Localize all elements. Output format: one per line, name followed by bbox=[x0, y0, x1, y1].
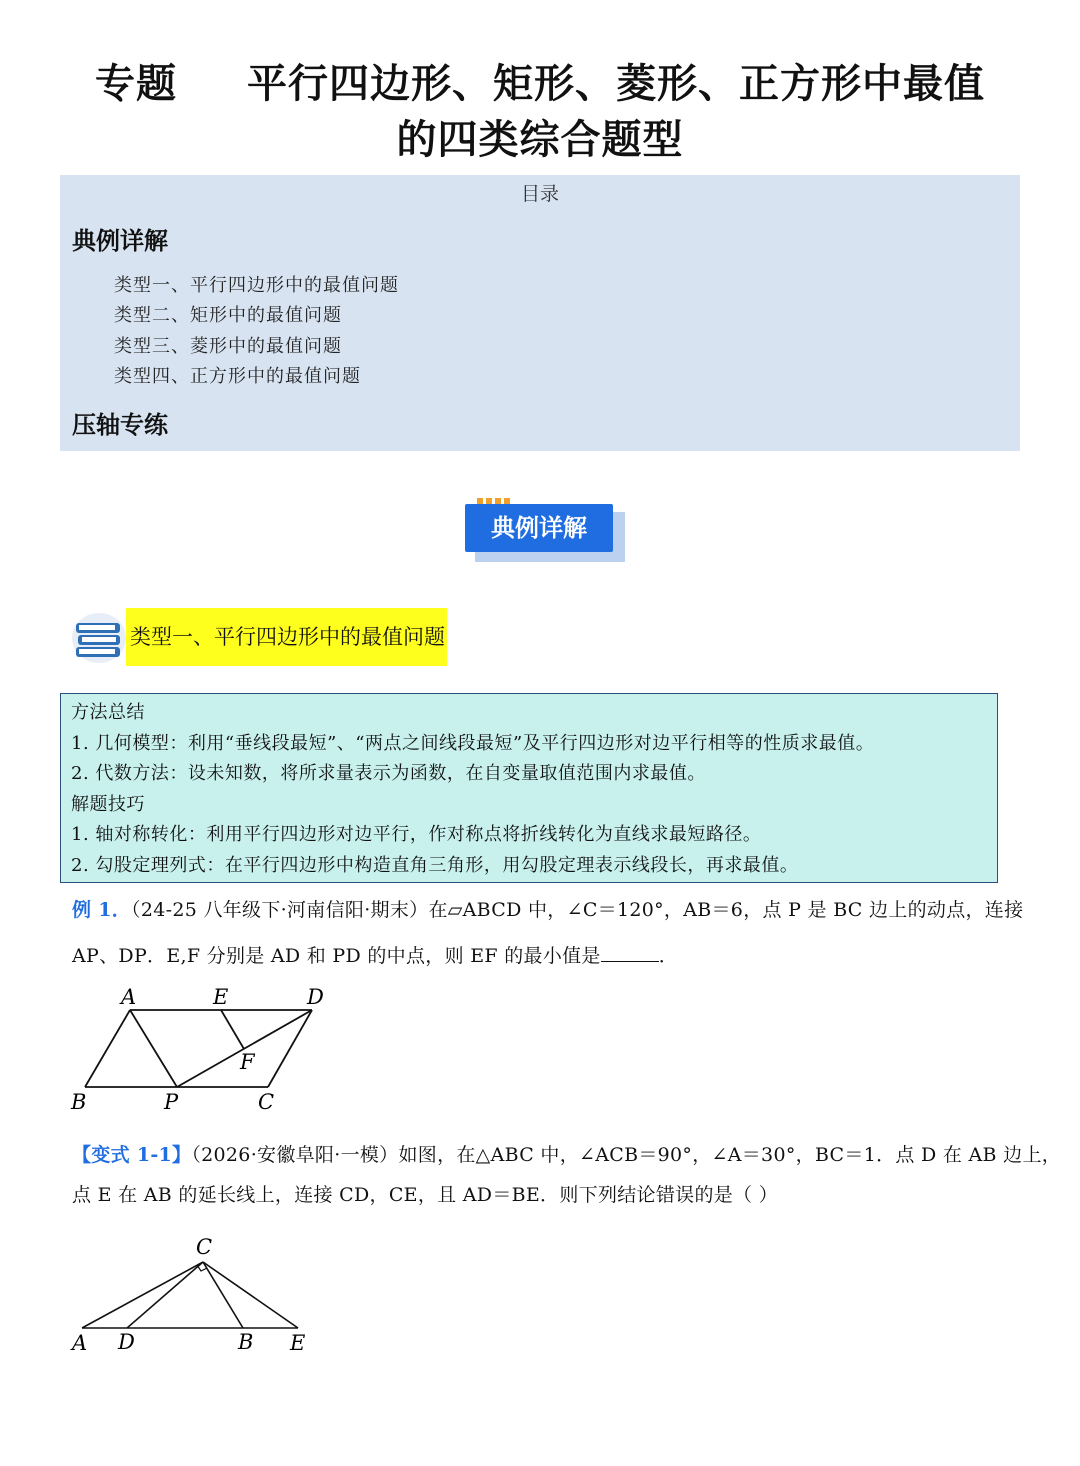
page-title bbox=[0, 56, 1080, 168]
example1-text: （24-25 八年级下·河南信阳·期末）在▱ABCD 中，∠C＝120°，AB＝6，点 P 是 BC 边上的动点，连接 bbox=[131, 899, 1024, 921]
label-D: D bbox=[307, 985, 324, 1009]
tips-heading: 解题技巧 bbox=[71, 793, 145, 815]
variant-text: （2026·安徽阜阳·一模）如图，在△ABC 中，∠ACB＝90°，∠A＝30°，BC＝1．点 D 在 AB 边上， bbox=[191, 1144, 1062, 1166]
label-C: C bbox=[258, 1090, 275, 1114]
segment-BA bbox=[85, 1010, 130, 1087]
section-badge bbox=[465, 498, 625, 562]
toc-item[interactable]: 类型三、菱形中的最值问题 bbox=[114, 336, 342, 357]
segment-AC bbox=[82, 1262, 203, 1328]
figure-triangle bbox=[60, 1230, 340, 1360]
label-A: A bbox=[121, 985, 137, 1009]
segment-AP bbox=[130, 1010, 177, 1087]
toc-item[interactable]: 类型二、矩形中的最值问题 bbox=[114, 305, 342, 326]
example1-text2: AP、DP．E,F 分别是 AD 和 PD 的中点，则 EF 的最小值是 bbox=[72, 945, 601, 967]
label-B: B bbox=[71, 1090, 87, 1114]
answer-blank[interactable] bbox=[601, 943, 659, 962]
variant1-line2 bbox=[72, 1180, 778, 1207]
method-heading: 方法总结 bbox=[71, 702, 145, 723]
label-F: F bbox=[240, 1050, 255, 1074]
method-summary-box bbox=[60, 693, 998, 883]
toc-heading: 目录 bbox=[520, 183, 559, 205]
title-main: 平行四边形、矩形、菱形、正方形中最值 bbox=[247, 61, 985, 107]
example1-period: ． bbox=[658, 945, 679, 967]
example1-label: 例 1． bbox=[72, 899, 132, 921]
example1-line1 bbox=[72, 895, 1023, 922]
variant1-line1 bbox=[72, 1140, 1061, 1167]
method-item: 1. 几何模型：利用“垂线段最短”、“两点之间线段最短”及平行四边形对边平行相等的性质求最值。 bbox=[71, 732, 875, 754]
title-line2: 的四类综合题型 bbox=[396, 117, 684, 163]
segment-CE bbox=[203, 1262, 298, 1328]
label-D: D bbox=[118, 1330, 135, 1354]
segment-CB bbox=[203, 1262, 243, 1328]
figure-parallelogram bbox=[60, 978, 360, 1118]
title-prefix: 专题 bbox=[95, 61, 177, 107]
toc-section-practice[interactable]: 压轴专练 bbox=[72, 411, 168, 439]
label-P: P bbox=[164, 1090, 179, 1114]
badge-label: 典例详解 bbox=[465, 504, 613, 552]
label-C: C bbox=[196, 1235, 213, 1259]
label-E: E bbox=[290, 1331, 306, 1355]
segment-CD bbox=[127, 1262, 203, 1328]
example1-line2 bbox=[72, 941, 678, 968]
label-A: A bbox=[72, 1331, 88, 1355]
variant-text2: 点 E 在 AB 的延长线上，连接 CD，CE，且 AD＝BE．则下列结论错误的是（ ） bbox=[72, 1184, 778, 1206]
table-of-contents bbox=[60, 175, 1020, 451]
label-B: B bbox=[238, 1330, 254, 1354]
toc-item[interactable]: 类型一、平行四边形中的最值问题 bbox=[114, 275, 399, 296]
label-E: E bbox=[213, 985, 229, 1009]
toc-section-examples[interactable]: 典例详解 bbox=[72, 227, 168, 255]
toc-item[interactable]: 类型四、正方形中的最值问题 bbox=[114, 366, 361, 387]
method-item: 2. 代数方法：设未知数，将所求量表示为函数，在自变量取值范围内求最值。 bbox=[71, 763, 706, 784]
tips-item: 2. 勾股定理列式：在平行四边形中构造直角三角形，用勾股定理表示线段长，再求最值。 bbox=[71, 854, 799, 876]
segment-EF bbox=[221, 1010, 244, 1049]
type1-heading: 类型一、平行四边形中的最值问题 bbox=[126, 608, 447, 666]
books-icon bbox=[70, 612, 128, 664]
variant-label: 【变式 1-1】 bbox=[72, 1144, 192, 1166]
tips-item: 1. 轴对称转化：利用平行四边形对边平行，作对称点将折线转化为直线求最短路径。 bbox=[71, 824, 762, 845]
